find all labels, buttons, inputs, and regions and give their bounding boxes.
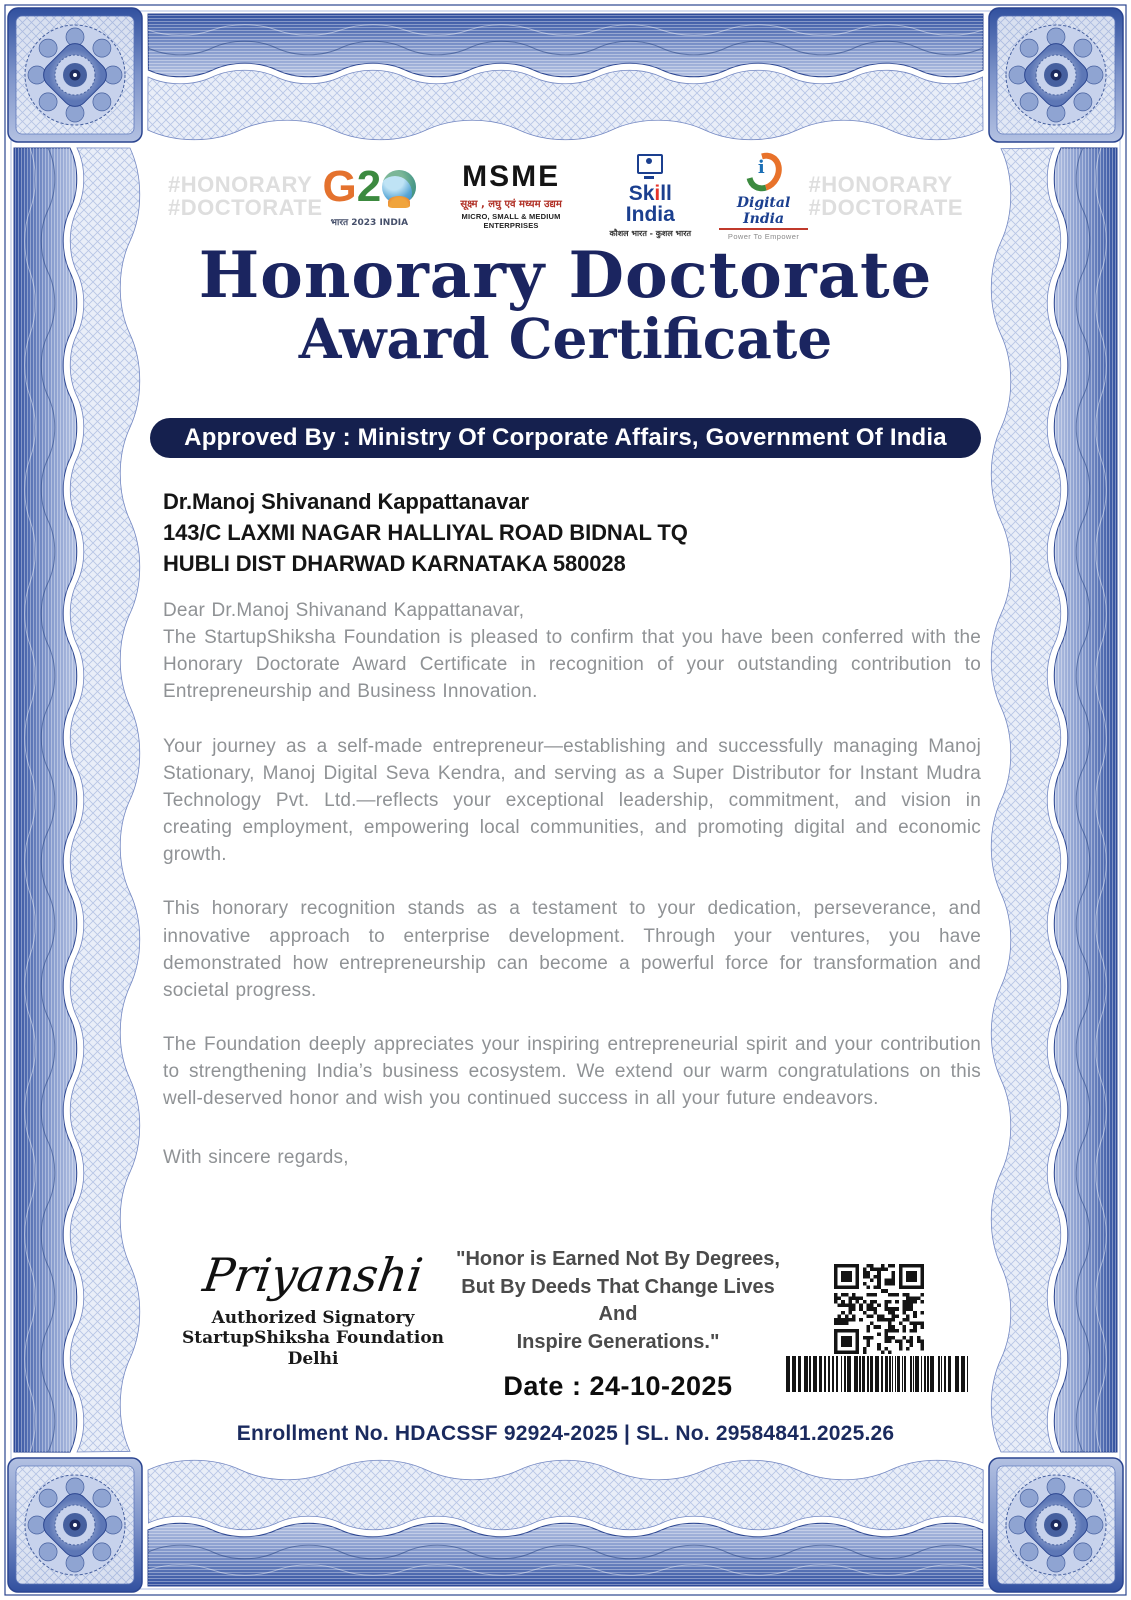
digital-india-caption: Power To Empower xyxy=(727,231,800,241)
globe-lotus-icon xyxy=(382,170,416,204)
skill-india-caption: कौशल भारत - कुशल भारत xyxy=(609,228,692,238)
recipient-block xyxy=(163,487,688,579)
approval-banner xyxy=(0,418,1131,458)
letter-paragraph-1: The StartupShiksha Foundation is pleased to confirm that you have been conferred with the Honorary Doctorate Award Certificate in recognition of your outstanding contribution to Entrepreneurship and Business Innovation. xyxy=(163,627,981,703)
skill-part-1: Sk xyxy=(628,181,655,205)
title-line-2: Award Certificate xyxy=(298,306,833,372)
msme-logo xyxy=(440,162,582,230)
monitor-icon xyxy=(637,154,663,174)
msme-hindi-text: सूक्ष्म , लघु एवं मध्यम उद्यम xyxy=(460,199,562,210)
hashtag-honorary: #HONORARY xyxy=(808,171,953,197)
msme-caption: MICRO, SMALL & MEDIUM ENTERPRISES xyxy=(461,212,561,230)
digital-india-logo xyxy=(719,152,809,241)
msme-wordmark: MSME xyxy=(462,160,561,193)
quote-line-2: But By Deeds That Change Lives And xyxy=(461,1275,775,1326)
recipient-name: Dr.Manoj Shivanand Kappattanavar xyxy=(163,489,529,514)
hashtag-block-right xyxy=(808,173,963,219)
quote-block xyxy=(448,1246,788,1406)
qr-code xyxy=(834,1264,924,1354)
letter-body xyxy=(163,597,981,1198)
recipient-address-2: HUBLI DIST DHARWAD KARNATAKA 580028 xyxy=(163,550,626,576)
signatory-organization: StartupShiksha Foundation Delhi xyxy=(181,1328,445,1369)
government-logos xyxy=(323,152,809,241)
hashtag-honorary: #HONORARY xyxy=(168,171,313,197)
signatory-role: Authorized Signatory xyxy=(211,1308,415,1328)
approval-banner-text: Approved By : Ministry Of Corporate Affairs, Government Of India xyxy=(150,418,981,458)
certificate-title xyxy=(0,238,1131,372)
skill-india-logo xyxy=(606,154,695,239)
skill-part-3: ll India xyxy=(625,181,675,226)
logo-row xyxy=(168,148,963,244)
quote-line-3: Inspire Generations." xyxy=(516,1330,720,1353)
skill-india-wordmark xyxy=(606,183,695,225)
signature-script: Priyanshi xyxy=(199,1248,427,1302)
hashtag-doctorate: #DOCTORATE xyxy=(808,195,963,220)
signature-block xyxy=(168,1248,458,1369)
digital-india-wordmark: Digital India xyxy=(719,195,809,230)
title-line-1: Honorary Doctorate xyxy=(198,238,933,313)
letter-paragraph-4: The Foundation deeply appreciates your inspiring entrepreneurial spirit and your contribution to strengthening India’s business ecosystem. We extend our warm congratulations on this well-deserved honor and wish you continued success in all your future endeavors. xyxy=(163,1034,981,1110)
letter-paragraph-3: This honorary recognition stands as a testament to your dedication, perseverance, and innovative approach to enterprise development. Through your ventures, you have demonstrated how entrepreneurship can become a powerful force for transformation and societal progress. xyxy=(163,898,981,1001)
letter-closing: With sincere regards, xyxy=(163,1146,349,1168)
recipient-address-1: 143/C LAXMI NAGAR HALLIYAL ROAD BIDNAL TQ xyxy=(163,519,688,545)
enrollment-line: Enrollment No. HDACSSF 92924-2025 | SL. No. 29584841.2025.26 xyxy=(236,1422,895,1445)
g20-letter-g: G xyxy=(322,161,357,211)
hashtag-doctorate: #DOCTORATE xyxy=(168,195,323,220)
g20-india-logo xyxy=(322,161,417,228)
letter-salutation: Dear Dr.Manoj Shivanand Kappattanavar, xyxy=(163,600,525,621)
g20-caption: भारत 2023 INDIA xyxy=(330,217,409,228)
digital-india-d-icon xyxy=(739,146,788,198)
quote-line-1: "Honor is Earned Not By Degrees, xyxy=(455,1248,780,1270)
skill-part-2: i xyxy=(654,181,661,205)
hashtag-block-left xyxy=(168,173,323,219)
barcode xyxy=(786,1356,970,1392)
g20-digit-2: 2 xyxy=(356,161,382,211)
issue-date: Date : 24-10-2025 xyxy=(503,1371,733,1402)
letter-paragraph-2: Your journey as a self-made entrepreneur—establishing and successfully managing Manoj Stationary, Manoj Digital Seva Kendra, and serving as a Super Distributor for Instant Mudra Technology Pvt. Ltd.—reflects your exceptional leadership, commitment, and vision in creating employment, empowering local communities, and promoting digital and economic growth. xyxy=(163,735,981,866)
